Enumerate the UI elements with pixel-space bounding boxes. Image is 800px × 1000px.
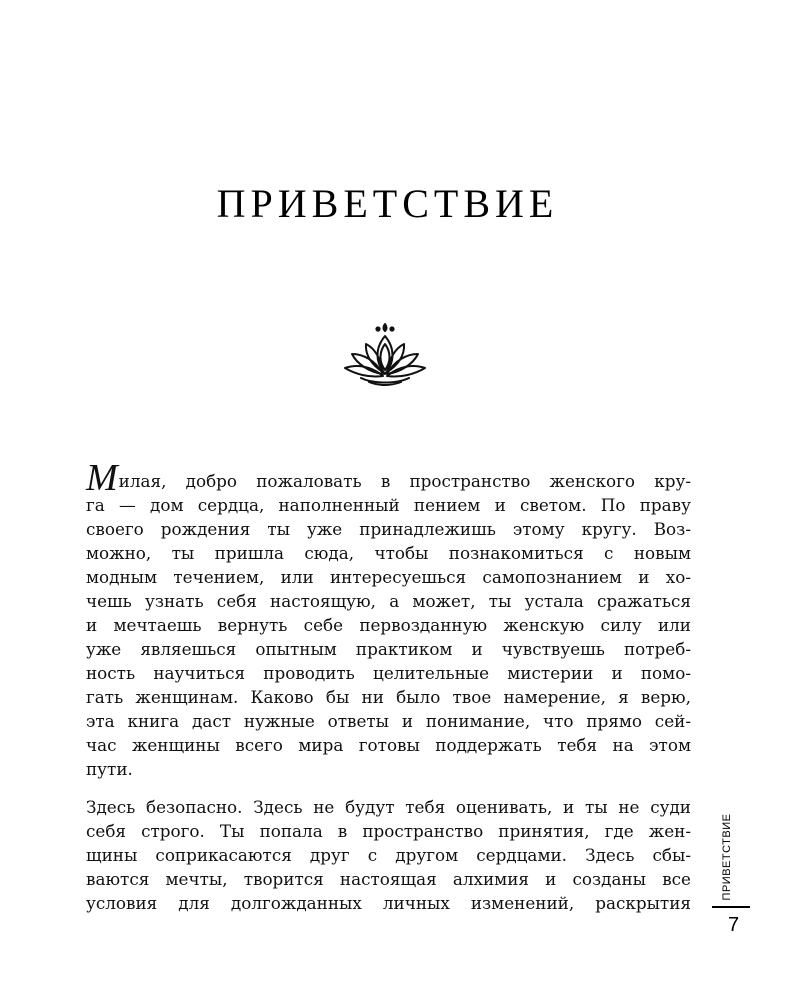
text-line: чешь узнать себя настоящую, а может, ты устала сражаться: [86, 591, 691, 611]
side-tab-label: ПРИВЕТСТВИЕ: [721, 813, 733, 901]
text-line: можно, ты пришла сюда, чтобы познакомиться с новым: [86, 543, 691, 563]
side-tab: [716, 812, 738, 902]
lotus-icon: [339, 320, 431, 386]
text-line: уже являешься опытным практиком и чувствуешь потреб-: [86, 639, 691, 659]
text-line: гать женщинам. Каково бы ни было твое намерение, я верю,: [86, 687, 691, 707]
text-line: щины соприкасаются друг с другом сердцами. Здесь сбы-: [86, 845, 691, 865]
paragraph-2: [86, 795, 691, 915]
paragraph-1: [86, 457, 691, 781]
text-line: себя строго. Ты попала в пространство принятия, где жен-: [86, 821, 691, 841]
text-line: модным течением, или интересуешься самопознанием и хо-: [86, 567, 691, 587]
text-line: эта книга даст нужные ответы и понимание, что прямо сей-: [86, 711, 691, 731]
text-line: ность научиться проводить целительные мистерии и помо-: [86, 663, 691, 683]
drop-cap: М: [86, 457, 118, 499]
text-line: час женщины всего мира готовы поддержать тебя на этом: [86, 735, 691, 755]
page-number-rule: [712, 906, 750, 908]
text-line: Здесь безопасно. Здесь не будут тебя оценивать, и ты не суди: [86, 797, 691, 817]
text-line: пути.: [86, 759, 133, 779]
text-line: своего рождения ты уже принадлежишь этому кругу. Воз-: [86, 519, 691, 539]
chapter-title: ПРИВЕТСТВИЕ: [216, 181, 559, 226]
text-line: ваются мечты, творится настоящая алхимия и созданы все: [86, 869, 691, 889]
text-line: и мечтаешь вернуть себе первозданную женскую силу или: [86, 615, 691, 635]
text-line: условия для долгожданных личных изменений, раскрытия: [86, 893, 691, 913]
body-text: [86, 457, 691, 915]
page-number: 7: [728, 914, 740, 936]
text-line: Милая, добро пожаловать в пространство женского кру-: [86, 457, 691, 499]
text-line: га — дом сердца, наполненный пением и светом. По праву: [86, 495, 691, 515]
